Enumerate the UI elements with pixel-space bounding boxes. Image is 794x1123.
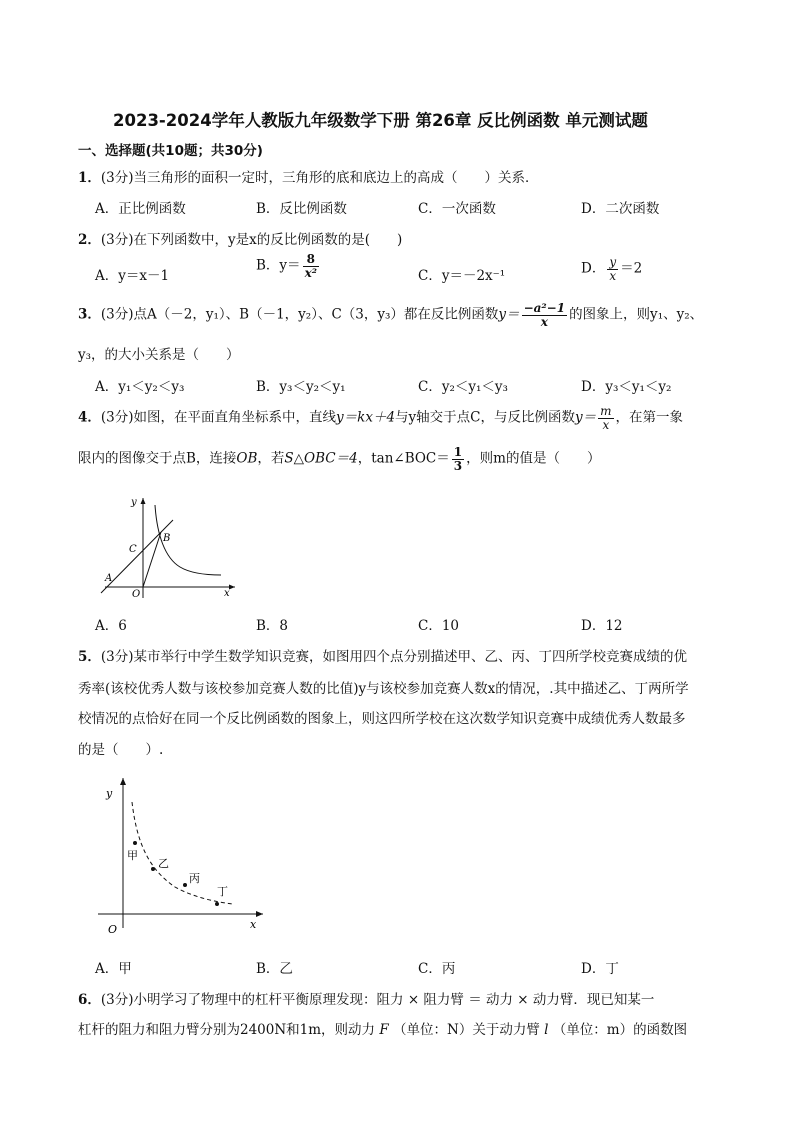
question-4-line2 <box>78 446 600 472</box>
fraction-numerator: 1 <box>453 445 463 459</box>
question-number: 4． <box>78 409 101 426</box>
point-yi <box>151 867 155 871</box>
question-text: 与y轴交于点C，与反比例函数 <box>395 409 576 426</box>
question-number: 5． <box>78 649 101 665</box>
point-c-label: C <box>129 544 137 555</box>
q3-option-b[interactable]: B．y₃＜y₂＜y₁ <box>256 379 346 395</box>
question-2 <box>78 228 402 248</box>
q5-figure <box>95 775 275 940</box>
q4-option-d[interactable]: D．12 <box>581 618 623 634</box>
q4-figure <box>95 490 245 600</box>
q1-option-b[interactable]: B．反比例函数 <box>256 201 347 217</box>
line-equation: y＝kx＋4 <box>336 409 396 426</box>
function-lhs: y＝ <box>575 409 597 426</box>
segment-ob: OB <box>236 450 258 467</box>
point-b-label: B <box>163 533 171 544</box>
point-jia <box>133 841 137 845</box>
q2-option-d[interactable] <box>581 256 642 282</box>
q2-option-a[interactable]: A．y＝x－1 <box>95 268 170 284</box>
symbol-l: l <box>544 1022 549 1038</box>
q1-option-a[interactable]: A．正比例函数 <box>95 201 186 217</box>
question-6 <box>78 988 654 1008</box>
q1-option-d[interactable]: D．二次函数 <box>581 201 660 217</box>
q3-option-a[interactable]: A．y₁＜y₂＜y₃ <box>95 379 185 395</box>
q4-option-a[interactable]: A．6 <box>95 618 127 634</box>
y-axis-label: y <box>131 497 137 508</box>
question-text: （单位：N）关于动力臂 <box>393 1022 540 1038</box>
point-a-label: A <box>105 573 113 584</box>
fraction-denominator: x <box>602 417 610 432</box>
question-3 <box>78 302 703 328</box>
question-text: ，tan∠BOC＝ <box>357 450 450 467</box>
label-jia: 甲 <box>127 849 138 862</box>
option-label: B．y＝ <box>256 257 301 274</box>
point-bing <box>183 883 187 887</box>
function-lhs: y＝ <box>498 306 520 323</box>
question-1 <box>78 166 539 186</box>
question-number: 3． <box>78 306 101 323</box>
q2-option-c[interactable]: C．y＝－2x⁻¹ <box>418 268 506 284</box>
question-score: (3分) <box>100 409 134 426</box>
fraction-denominator: x <box>609 268 617 283</box>
question-6-line2 <box>78 1018 687 1038</box>
question-text: 的图象上，则y₁、y₂、 <box>569 306 704 323</box>
origin-label: O <box>132 589 141 600</box>
question-text: 限内的图像交于点B，连接 <box>78 450 237 467</box>
question-5-line3: 校情况的点恰好在同一个反比例函数的图象上，则这四所学校在这次数学知识竞赛中成绩优秀人数最多 <box>78 711 686 727</box>
question-text: ，在第一象 <box>615 409 684 426</box>
symbol-f: F <box>379 1022 389 1038</box>
x-axis-arrow <box>229 585 235 590</box>
x-axis-label: x <box>224 588 230 599</box>
question-number: 1． <box>78 170 101 186</box>
question-score: (3分) <box>100 306 134 323</box>
y-axis-arrow <box>141 498 146 504</box>
question-number: 6． <box>78 992 101 1008</box>
question-score: (3分) <box>100 649 134 665</box>
q3-option-c[interactable]: C．y₂＜y₁＜y₃ <box>418 379 508 395</box>
q5-option-d[interactable]: D．丁 <box>581 961 619 977</box>
q4-option-c[interactable]: C．10 <box>418 618 460 634</box>
question-number: 2． <box>78 232 101 248</box>
segment-ob-line <box>143 532 161 587</box>
question-text: 杠杆的阻力和阻力臂分别为2400N和1m，则动力 <box>78 1022 376 1038</box>
question-text: 某市举行中学生数学知识竞赛，如图用四个点分别描述甲、乙、丙、丁四所学校竞赛成绩的优 <box>133 649 688 665</box>
question-5-line4: 的是（ ）. <box>78 742 164 758</box>
question-score: (3分) <box>100 992 134 1008</box>
label-yi: 乙 <box>158 857 169 870</box>
fraction-denominator: 3 <box>453 458 463 473</box>
x-axis-arrow <box>256 911 263 917</box>
page-title: 2023-2024学年人教版九年级数学下册 第26章 反比例函数 单元测试题 <box>113 111 648 130</box>
question-text: ，若 <box>257 450 285 467</box>
fraction-numerator: m <box>600 404 612 418</box>
x-axis-label: x <box>250 918 257 931</box>
question-text: 点A（－2，y₁）、B（－1，y₂）、C（3，y₃）都在反比例函数 <box>133 306 499 323</box>
question-score: (3分) <box>100 232 134 248</box>
question-5-line2: 秀率(该校优秀人数与该校参加竞赛人数的比值)y与该校参加竞赛人数x的情况，.其中描述乙、丁两所学 <box>78 681 689 697</box>
fraction-numerator: −a²−1 <box>523 301 566 315</box>
q4-option-b[interactable]: B．8 <box>256 618 289 634</box>
q2-option-b[interactable] <box>256 253 321 279</box>
label-bing: 丙 <box>189 872 200 885</box>
q3-option-d[interactable]: D．y₃＜y₁＜y₂ <box>581 379 672 395</box>
question-text: ，则m的值是（ ） <box>466 450 601 467</box>
area-expression: S△OBC＝4 <box>284 450 358 467</box>
y-axis-label: y <box>106 787 113 800</box>
fraction-numerator: 8 <box>303 253 319 267</box>
question-text: 小明学习了物理中的杠杆平衡原理发现：阻力 × 阻力臂 ＝ 动力 × 动力臂．现已知某一 <box>133 992 655 1008</box>
question-text: 当三角形的面积一定时，三角形的底和底边上的高成（ ）关系． <box>133 170 539 186</box>
fraction-denominator: x <box>540 314 548 329</box>
question-4 <box>78 405 683 431</box>
label-ding: 丁 <box>217 885 228 898</box>
option-suffix: ＝2 <box>620 260 643 277</box>
question-5 <box>78 645 687 665</box>
q5-option-a[interactable]: A．甲 <box>95 961 132 977</box>
origin-label: O <box>108 923 118 936</box>
point-ding <box>215 902 219 906</box>
q1-option-c[interactable]: C．一次函数 <box>418 201 496 217</box>
question-text: （单位：m）的函数图 <box>552 1022 688 1038</box>
fraction-denominator: x² <box>304 265 317 280</box>
question-3-line2: y₃，的大小关系是（ ） <box>78 347 240 363</box>
question-text: 在下列函数中，y是x的反比例函数的是( ) <box>133 232 403 248</box>
fraction-numerator: y <box>609 255 617 269</box>
question-text: 如图，在平面直角坐标系中，直线 <box>133 409 337 426</box>
section-title: 一、选择题(共10题；共30分) <box>78 143 263 159</box>
q5-option-c[interactable]: C．丙 <box>418 961 456 977</box>
y-axis-arrow <box>120 778 126 785</box>
question-score: (3分) <box>100 170 134 186</box>
option-label: D． <box>581 260 606 277</box>
q5-option-b[interactable]: B．乙 <box>256 961 293 977</box>
